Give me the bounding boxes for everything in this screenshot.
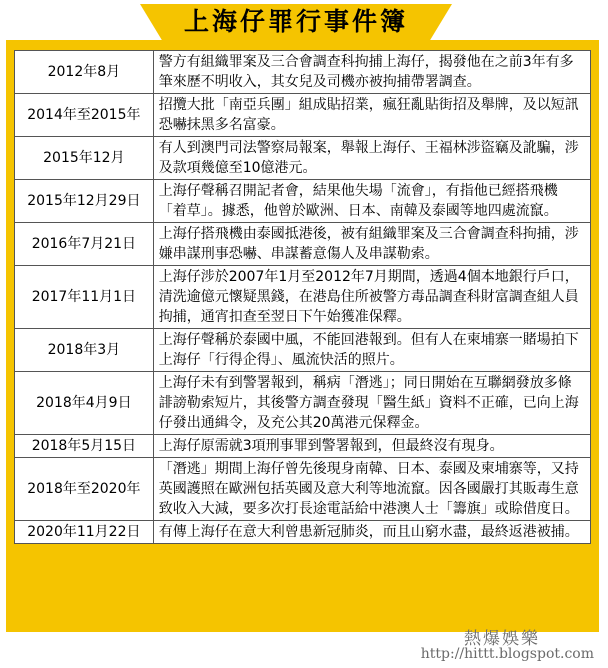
table-row [15, 94, 591, 137]
event-date: 2018年3月 [15, 329, 154, 372]
event-table [14, 50, 591, 544]
event-description: 上海仔聲稱於泰國中風，不能回港報到。但有人在柬埔寨一賭場拍下上海仔「行得企得」、風流快活的照片。 [153, 329, 590, 372]
table-row [15, 372, 591, 435]
timeline-panel [6, 40, 599, 632]
event-date: 2015年12月 [15, 137, 154, 180]
event-description: 上海仔涉於2007年1月至2012年7月期間，透過4個本地銀行戶口，清洗逾億元懷疑黑錢，在港島住所被警方毒品調查科財富調查組人員拘捕，通宵扣查至翌日下午始獲准保釋。 [153, 266, 590, 329]
table-row [15, 51, 591, 94]
event-description: 招攬大批「南亞兵團」組成貼招業，瘋狂亂貼街招及舉牌，及以短訊恐嚇抹黑多名富豪。 [153, 94, 590, 137]
event-date: 2017年11月1日 [15, 266, 154, 329]
table-row [15, 266, 591, 329]
event-date: 2016年7月21日 [15, 223, 154, 266]
table-row [15, 435, 591, 458]
table-row [15, 521, 591, 544]
event-description: 有人到澳門司法警察局報案，舉報上海仔、王福林涉盜竊及訛騙，涉及款項幾億至10億港元。 [153, 137, 590, 180]
event-description: 「潛逃」期間上海仔曾先後現身南韓、日本、泰國及柬埔寨等，又持英國護照在歐洲包括英國及意大利等地流竄。因各國嚴打其販毒生意致收入大減，要多次打長途電話給中港澳人士「籌旗」或賒借度日。 [153, 458, 590, 521]
event-date: 2018年至2020年 [15, 458, 154, 521]
event-description: 上海仔原需就3項刑事罪到警署報到，但最終沒有現身。 [153, 435, 590, 458]
title-banner [140, 4, 452, 40]
table-row [15, 137, 591, 180]
event-date: 2020年11月22日 [15, 521, 154, 544]
event-description: 有傳上海仔在意大利曾患新冠肺炎，而且山窮水盡，最終返港被捕。 [153, 521, 590, 544]
event-date: 2015年12月29日 [15, 180, 154, 223]
event-date: 2018年4月9日 [15, 372, 154, 435]
event-date: 2014年至2015年 [15, 94, 154, 137]
watermark [300, 624, 600, 668]
page-title: 上海仔罪行事件簿 [183, 7, 408, 36]
table-row [15, 223, 591, 266]
table-row [15, 329, 591, 372]
event-description: 警方有組織罪案及三合會調查科拘捕上海仔，揭發他在之前3年有多筆來歷不明收入，其女兒及司機亦被拘捕帶署調查。 [153, 51, 590, 94]
table-row [15, 180, 591, 223]
watermark-url: http://hittt.blogspot.com [420, 646, 594, 662]
event-description: 上海仔未有到警署報到，稱病「潛逃」；同日開始在互聯網發放多條誹謗勒索短片，其後警方調查發現「醫生紙」資料不正確，已向上海仔發出通緝令，及充公其20萬港元保釋金。 [153, 372, 590, 435]
event-date: 2018年5月15日 [15, 435, 154, 458]
table-row [15, 458, 591, 521]
event-description: 上海仔搭飛機由泰國抵港後，被有組織罪案及三合會調查科拘捕，涉嫌串謀刑事恐嚇、串謀蓄意傷人及串謀勒索。 [153, 223, 590, 266]
event-description: 上海仔聲稱召開記者會，結果他失場「流會」，有指他已經搭飛機「着草」。據悉，他曾於歐洲、日本、南韓及泰國等地四處流竄。 [153, 180, 590, 223]
watermark-name: 熱爆娛樂 [464, 629, 540, 649]
event-date: 2012年8月 [15, 51, 154, 94]
